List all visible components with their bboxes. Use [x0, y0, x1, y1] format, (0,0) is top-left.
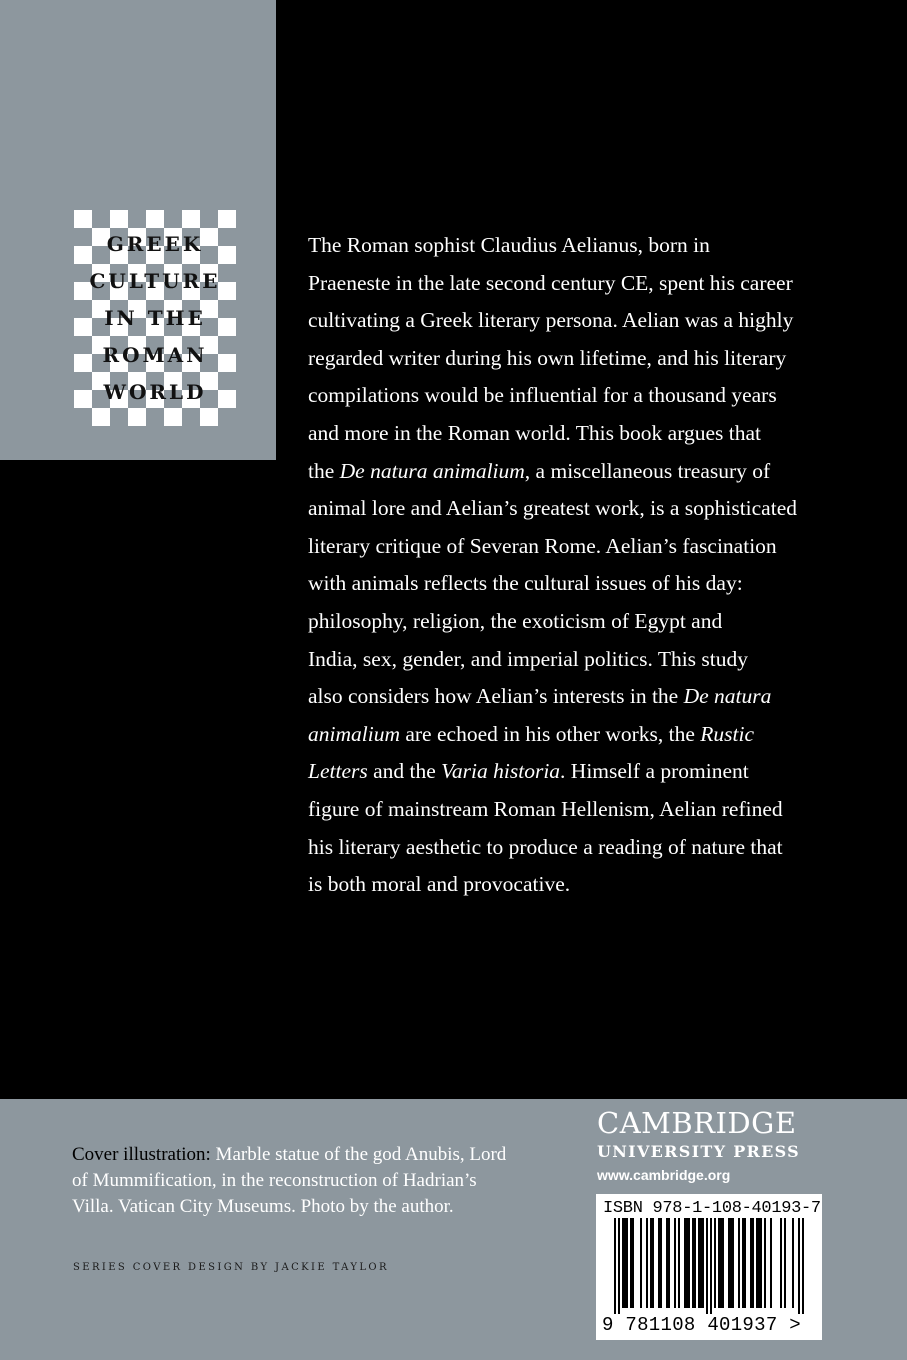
blurb-text: The Roman sophist Claudius Aelianus, born in [308, 233, 710, 257]
blurb-italic-title: De natura [683, 684, 772, 709]
blurb-italic-title: Varia historia [441, 759, 561, 784]
barcode-bar [694, 1218, 696, 1308]
blurb-text: philosophy, religion, the exoticism of Egypt and [308, 608, 723, 633]
series-title-line: WORLD [103, 380, 207, 404]
cover-credit [72, 1142, 542, 1220]
barcode-bar [686, 1218, 688, 1308]
barcode-bar [618, 1218, 620, 1314]
cover-credit-label: Cover illustration: [72, 1144, 211, 1165]
barcode-bar [658, 1218, 660, 1308]
publisher-name: CAMBRIDGE [597, 1106, 797, 1140]
blurb-text: Praeneste in the late second century CE, spent his career [308, 270, 793, 295]
cover-credit-line-2: of Mummification, in the reconstruction of Hadrian’s [72, 1170, 477, 1191]
blurb-line [308, 641, 868, 679]
series-title [74, 226, 236, 411]
blurb-text: is both moral and provocative. [308, 872, 571, 897]
barcode-bar [688, 1218, 690, 1308]
barcode-bar [758, 1218, 760, 1308]
barcode-bar [764, 1218, 766, 1308]
blurb-line [308, 866, 868, 904]
barcode-bar [750, 1218, 752, 1308]
barcode-bar [692, 1218, 694, 1308]
blurb-line [308, 490, 868, 528]
blurb-text: and more in the Roman world. This book argues that [308, 420, 762, 445]
blurb-line [308, 603, 868, 641]
barcode-bar [742, 1218, 744, 1308]
barcode-bar [730, 1218, 732, 1308]
barcode-box [596, 1194, 822, 1340]
blurb-line [308, 829, 868, 867]
blurb-line [308, 377, 868, 415]
barcode-bar [738, 1218, 740, 1308]
barcode-bar [802, 1218, 804, 1314]
barcode-bar [784, 1218, 786, 1308]
blurb-text: India, sex, gender, and imperial politics. This study [308, 646, 749, 671]
barcode-bar [752, 1218, 754, 1308]
blurb-italic-title: Rustic [700, 721, 755, 746]
blurb-text: and the [367, 759, 442, 784]
blurb-text: . Himself a prominent [560, 759, 749, 784]
cover-credit-line-3: Villa. Vatican City Museums. Photo by the author. [72, 1196, 454, 1217]
series-design-credit: SERIES COVER DESIGN BY JACKIE TAYLOR [73, 1262, 389, 1273]
blurb-line [308, 340, 868, 378]
blurb-text: also considers how Aelian’s interests in the [308, 684, 684, 709]
blurb-text: , a miscellaneous treasury of [524, 458, 771, 483]
blurb-text: figure of mainstream Roman Hellenism, Aelian refined [308, 796, 783, 821]
series-title-line: GREEK [106, 232, 204, 256]
barcode-bar [760, 1218, 762, 1308]
blurb-italic-title: Letters [308, 759, 368, 784]
barcode-bar [700, 1218, 702, 1308]
publisher-subtitle: UNIVERSITY PRESS [597, 1142, 800, 1161]
blurb-text: are echoed in his other works, the [399, 721, 701, 746]
barcode-bar [756, 1218, 758, 1308]
barcode-bar [624, 1218, 626, 1308]
blurb-line [308, 227, 868, 265]
barcode-bar [718, 1218, 720, 1308]
blurb-text: literary critique of Severan Rome. Aelian’s fascination [308, 533, 777, 558]
blurb-line [308, 265, 868, 303]
barcode-bar [614, 1218, 616, 1314]
blurb-line [308, 528, 868, 566]
cover-credit-line-1: Marble statue of the god Anubis, Lord [210, 1144, 507, 1165]
barcode-bar [770, 1218, 772, 1308]
barcode-bar [660, 1218, 662, 1308]
blurb-text: with animals reflects the cultural issues of his day: [308, 571, 743, 596]
blurb-line [308, 415, 868, 453]
blurb-line [308, 453, 868, 491]
barcode-bar [666, 1218, 668, 1308]
barcode-bar [722, 1218, 724, 1308]
barcode-bar [798, 1218, 800, 1314]
barcode-bar [640, 1218, 642, 1308]
barcode-bar [632, 1218, 634, 1308]
barcode-bar [622, 1218, 624, 1308]
barcode-bar [706, 1218, 708, 1314]
blurb-line [308, 678, 868, 716]
blurb-text: animal lore and Aelian’s greatest work, is a sophisticated [308, 496, 797, 521]
barcode-bar [780, 1218, 782, 1308]
blurb-text: compilations would be influential for a thousand years [308, 383, 777, 408]
barcode-icon [596, 1218, 822, 1314]
barcode-bar [652, 1218, 654, 1308]
barcode-bar [732, 1218, 734, 1308]
barcode-bar [698, 1218, 700, 1308]
blurb-italic-title: De natura animalium [339, 458, 525, 483]
barcode-bar [646, 1218, 648, 1308]
barcode-bar [650, 1218, 652, 1308]
blurb-text: the [308, 458, 340, 483]
barcode-bar [710, 1218, 712, 1314]
barcode-bar [630, 1218, 632, 1308]
isbn-label: ISBN 978-1-108-40193-7 [603, 1199, 821, 1218]
blurb-line [308, 716, 868, 754]
series-title-line: IN THE [104, 306, 206, 330]
barcode-bar [626, 1218, 628, 1308]
series-title-line: ROMAN [102, 343, 208, 367]
barcode-bar [792, 1218, 794, 1308]
series-title-line: CULTURE [89, 269, 221, 293]
barcode-bar [720, 1218, 722, 1308]
publisher-url: www.cambridge.org [597, 1167, 731, 1183]
barcode-bar [714, 1218, 716, 1308]
blurb-line [308, 753, 868, 791]
blurb-line [308, 565, 868, 603]
blurb-text: regarded writer during his own lifetime, and his literary [308, 345, 787, 370]
barcode-bar [728, 1218, 730, 1308]
barcode-bar [684, 1218, 686, 1308]
barcode-bar [744, 1218, 746, 1308]
barcode-bar [668, 1218, 670, 1308]
blurb-line [308, 791, 868, 829]
blurb-text: cultivating a Greek literary persona. Aelian was a highly [308, 308, 794, 333]
blurb-text: his literary aesthetic to produce a reading of nature that [308, 834, 783, 859]
barcode-digits: 9 781108 401937 > [602, 1314, 801, 1336]
back-cover-blurb [308, 227, 868, 904]
blurb-italic-title: animalium [308, 721, 400, 746]
barcode-bar [678, 1218, 680, 1308]
barcode-bar [702, 1218, 704, 1308]
barcode-bar [674, 1218, 676, 1308]
blurb-line [308, 302, 868, 340]
